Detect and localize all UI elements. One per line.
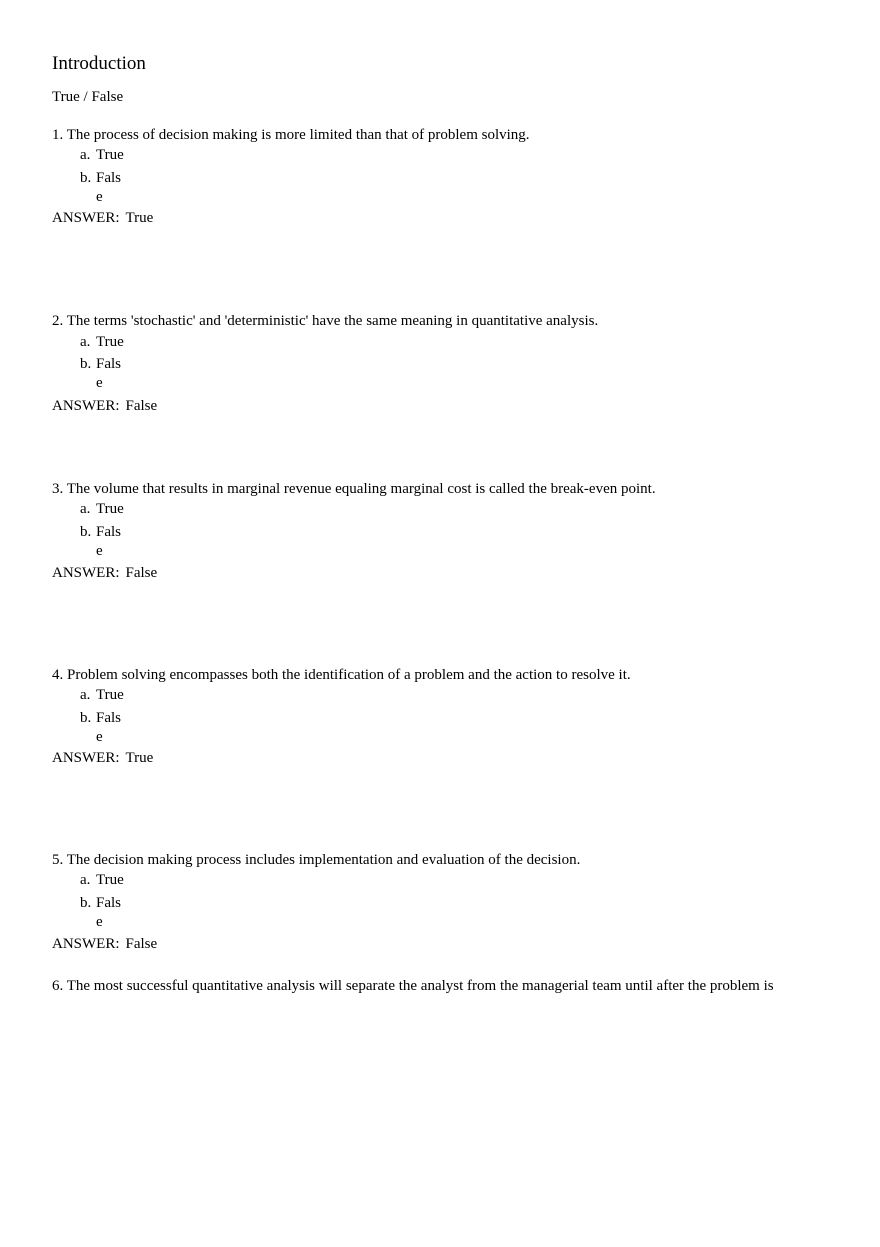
option-a [80,871,124,889]
option-letter: a. [80,687,91,703]
answer-label: ANSWER: [52,936,120,952]
option-a [80,686,124,704]
option-label: False [96,524,122,559]
section-subtitle: True / False [52,89,124,105]
answer-value: False [125,565,158,581]
option-b [80,169,124,207]
answer-line [52,209,153,227]
option-label: True [96,501,124,517]
answer-label: ANSWER: [52,750,120,766]
option-a [80,333,124,351]
option-a [80,500,124,518]
option-b [80,355,124,393]
answer-value: True [125,750,154,766]
option-letter: a. [80,501,91,517]
question-text: 4. Problem solving encompasses both the identification of a problem and the action to resolve it. [52,667,631,683]
answer-label: ANSWER: [52,565,120,581]
option-label: True [96,872,124,888]
question-text: 3. The volume that results in marginal revenue equaling marginal cost is called the break-even point. [52,481,656,497]
option-letter: b. [80,710,92,726]
option-label: True [96,334,124,350]
option-b [80,709,124,747]
answer-line [52,397,157,415]
answer-value: False [125,936,158,952]
option-label: False [96,710,122,745]
option-b [80,894,124,932]
option-letter: a. [80,872,91,888]
option-label: True [96,147,124,163]
option-letter: b. [80,356,92,372]
option-label: False [96,170,122,205]
option-letter: a. [80,147,91,163]
option-label: True [96,687,124,703]
section-title: Introduction [52,53,146,74]
question-text: 2. The terms 'stochastic' and 'deterministic' have the same meaning in quantitative analysis. [52,313,599,329]
answer-line [52,564,157,582]
answer-label: ANSWER: [52,398,120,414]
option-a [80,146,124,164]
answer-line [52,749,153,767]
answer-line [52,935,157,953]
answer-label: ANSWER: [52,210,120,226]
option-letter: b. [80,524,92,540]
question-text: 1. The process of decision making is more limited than that of problem solving. [52,127,530,143]
question-text: 5. The decision making process includes implementation and evaluation of the decision. [52,852,581,868]
answer-value: True [125,210,154,226]
option-label: False [96,356,122,391]
option-b [80,523,124,561]
question-text: 6. The most successful quantitative analysis will separate the analyst from the managerial team until after the problem is [52,978,774,994]
option-letter: a. [80,334,91,350]
option-letter: b. [80,170,92,186]
option-label: False [96,895,122,930]
option-letter: b. [80,895,92,911]
answer-value: False [125,398,158,414]
